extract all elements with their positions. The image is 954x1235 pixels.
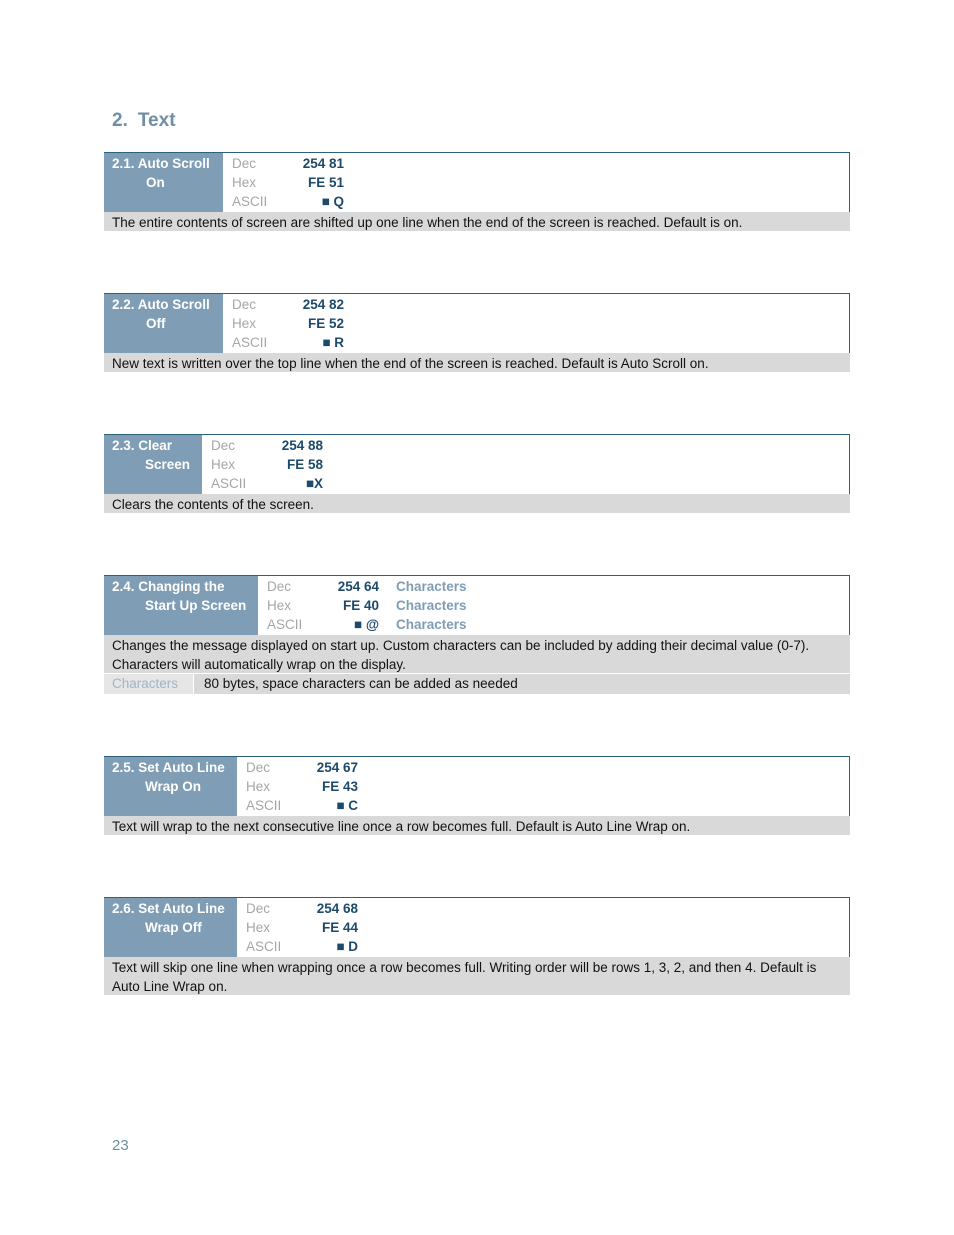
command-codes: Dec 254 82 Hex FE 52 ASCII ■ R (223, 294, 850, 353)
section-heading (112, 110, 176, 132)
command-description: New text is written over the top line when the end of the screen is reached. Default is Auto Scroll on. (104, 353, 850, 372)
command-codes: Dec 254 67 Hex FE 43 ASCII ■ C (237, 757, 850, 816)
command-codes: Dec 254 68 Hex FE 44 ASCII ■ D (237, 898, 850, 957)
command-description: Text will wrap to the next consecutive line once a row becomes full. Default is Auto Line Wrap on. (104, 816, 850, 835)
command-block-changing-start-up-screen (104, 575, 850, 694)
command-block-auto-line-wrap-on (104, 756, 850, 835)
command-name: 2.1. Auto Scroll On (104, 153, 223, 212)
command-block-clear-screen (104, 434, 850, 513)
command-description: Changes the message displayed on start up. Custom characters can be included by adding their decimal value (0-7). Characters will automatically wrap on the display. (104, 635, 850, 673)
command-block-auto-scroll-off (104, 293, 850, 372)
command-codes: Dec 254 88 Hex FE 58 ASCII ■X (202, 435, 850, 494)
command-block-auto-line-wrap-off (104, 897, 850, 995)
command-name: 2.6. Set Auto Line Wrap Off (104, 898, 237, 957)
parameter-name: Characters (104, 674, 194, 694)
command-name: 2.2. Auto Scroll Off (104, 294, 223, 353)
command-codes: Dec 254 81 Hex FE 51 ASCII ■ Q (223, 153, 850, 212)
section-title: Text (137, 110, 176, 131)
section-number: 2. (112, 110, 128, 131)
command-description: Clears the contents of the screen. (104, 494, 850, 513)
command-block-auto-scroll-on (104, 152, 850, 231)
command-codes: Dec 254 64 Characters Hex FE 40 Characters ASCII ■ @ Characters (258, 576, 850, 635)
parameter-description: 80 bytes, space characters can be added as needed (204, 676, 518, 691)
command-name: 2.4. Changing the Start Up Screen (104, 576, 258, 635)
command-description: The entire contents of screen are shifted up one line when the end of the screen is reached. Default is on. (104, 212, 850, 231)
page-number: 23 (112, 1137, 129, 1154)
parameter-row (104, 674, 850, 694)
command-name: 2.5. Set Auto Line Wrap On (104, 757, 237, 816)
command-name: 2.3. Clear Screen (104, 435, 202, 494)
command-description: Text will skip one line when wrapping once a row becomes full. Writing order will be rows 1, 3, 2, and then 4. Default is Auto Line Wrap on. (104, 957, 850, 995)
